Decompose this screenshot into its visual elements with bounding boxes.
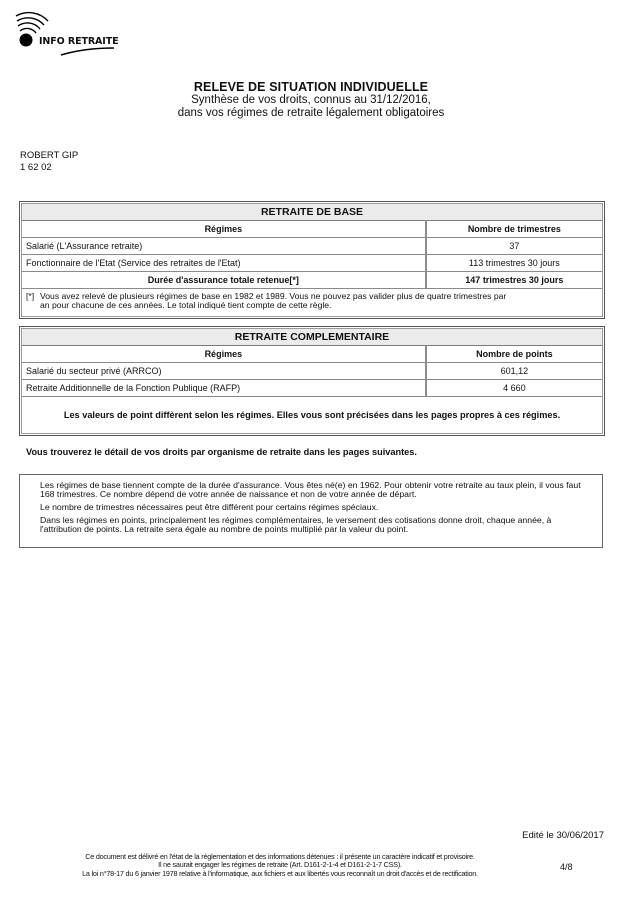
table-caption: RETRAITE DE BASE: [22, 204, 602, 221]
info-paragraph: Dans les régimes en points, principalement les régimes complémentaires, le versement des cotisations donne droit, chaque année, à l'attribution de points. La retraite sera égale au nombre de points multiplié par la valeur du point.: [40, 515, 552, 534]
table-caption: RETRAITE COMPLEMENTAIRE: [22, 329, 602, 346]
table-row: [22, 380, 602, 397]
person-block: [20, 150, 78, 174]
legal-line1: Ce document est délivré en l'état de la réglementation et des informations détenues : il présente un caractère indicatif et provisoire.: [85, 852, 475, 861]
person-name: ROBERT GIP: [20, 150, 79, 161]
retraite-base-table: [19, 201, 605, 319]
regime-name: Salarié du secteur privé (ARRCO): [22, 363, 426, 380]
signal-waves-icon: [14, 10, 124, 56]
logo-text: INFO RETRAITE: [39, 36, 119, 47]
legal-footer: [30, 853, 530, 878]
footnote-line1: Vous avez relevé de plusieurs régimes de base en 1982 et 1989. Vous ne pouvez pas valider plus de quatre trimestres par: [40, 291, 507, 301]
info-paragraph: Le nombre de trimestres nécessaires peut être différent pour certains régimes spéciaux.: [40, 502, 379, 512]
regime-value: 37: [426, 238, 602, 255]
table-header-row: [22, 346, 602, 363]
table-row: [22, 363, 602, 380]
info-retraite-logo: [14, 10, 124, 56]
info-box: [19, 474, 603, 548]
edited-date: Edité le 30/06/2017: [522, 830, 604, 841]
person-id: 1 62 02: [20, 162, 52, 173]
column-header-regimes: Régimes: [22, 346, 426, 363]
table-row: [22, 255, 602, 272]
document-header: [0, 80, 622, 120]
regime-name: Retraite Additionnelle de la Fonction Publique (RAFP): [22, 380, 426, 397]
footnote-line2: an pour chacune de ces années. Le total indiqué tient compte de cette règle.: [40, 300, 332, 310]
table-header-row: [22, 221, 602, 238]
page-subtitle-line1: Synthèse de vos droits, connus au 31/12/2016,: [191, 94, 431, 106]
regime-name: Salarié (L'Assurance retraite): [22, 238, 426, 255]
retraite-complementaire-table: [19, 326, 605, 436]
table-row: [22, 238, 602, 255]
regime-name: Fonctionnaire de l'Etat (Service des retraites de l'Etat): [22, 255, 426, 272]
page-subtitle-line2: dans vos régimes de retraite légalement obligatoires: [177, 107, 445, 119]
total-row: [22, 272, 602, 289]
regime-value: 4 660: [426, 380, 602, 397]
points-note-row: [22, 397, 602, 434]
column-header-regimes: Régimes: [22, 221, 426, 238]
page-title: RELEVE DE SITUATION INDIVIDUELLE: [193, 80, 429, 94]
column-header-points: Nombre de points: [426, 346, 602, 363]
legal-line3: La loi n°78-17 du 6 janvier 1978 relative à l'informatique, aux fichiers et aux libertés vous reconnaît un droit d'accès et de rectification.: [82, 868, 478, 878]
detail-notice: Vous trouverez le détail de vos droits par organisme de retraite dans les pages suivantes.: [26, 447, 417, 457]
regime-value: 601,12: [426, 363, 602, 380]
page-number: 4/8: [560, 862, 573, 872]
footnote-row: [22, 289, 602, 317]
legal-line2: Il ne saurait engager les régimes de retraite (Art. D161-2-1-4 et D161-2-1-7 CSS).: [158, 860, 402, 870]
total-value: 147 trimestres 30 jours: [426, 272, 602, 289]
info-paragraph: Les régimes de base tiennent compte de la durée d'assurance. Vous êtes né(e) en 1962. Pour obtenir votre retraite au taux plein, il vous faut 168 trimestres. Ce nombre dépend de votre année de naissance et non de votre année de départ.: [40, 480, 581, 499]
column-header-trimestres: Nombre de trimestres: [426, 221, 602, 238]
points-note: Les valeurs de point diffèrent selon les régimes. Elles vous sont précisées dans les pages propres à ces régimes.: [63, 410, 561, 420]
footnote-mark: [*]: [26, 291, 35, 301]
regime-value: 113 trimestres 30 jours: [426, 255, 602, 272]
total-label: Durée d'assurance totale retenue[*]: [22, 272, 426, 289]
